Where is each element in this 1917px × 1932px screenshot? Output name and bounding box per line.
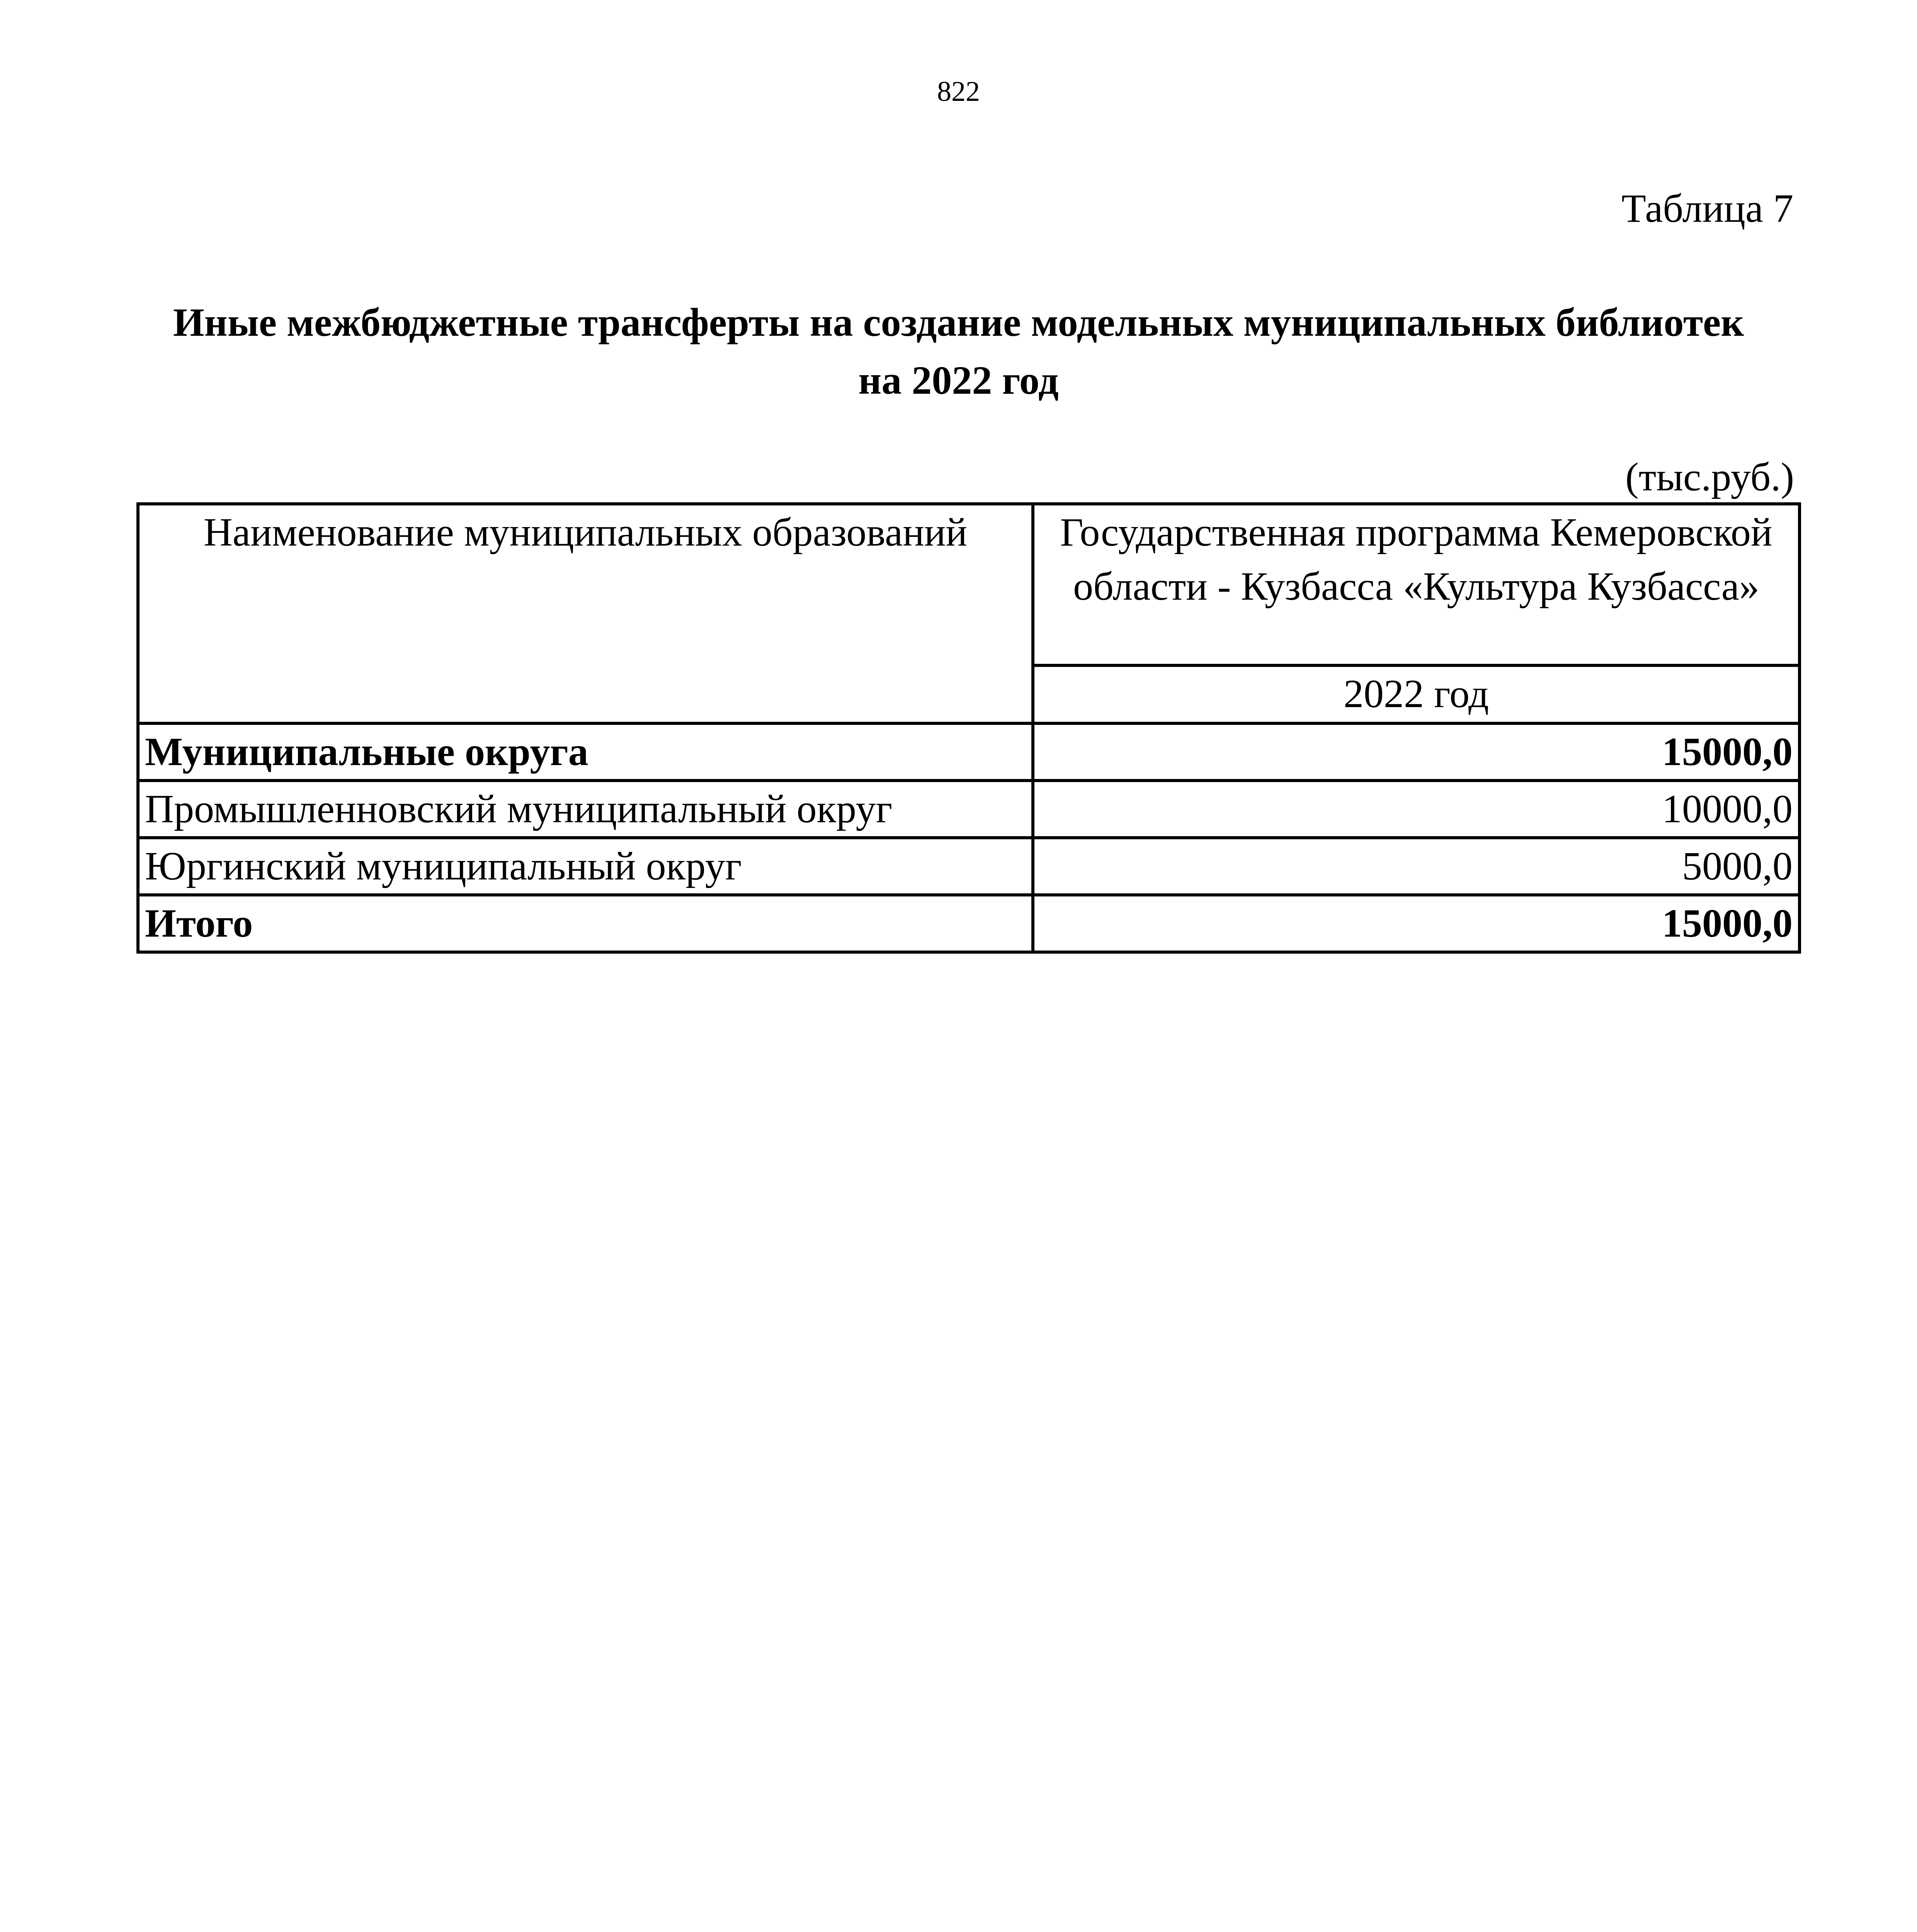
table-row — [138, 723, 1800, 781]
table-total-row — [138, 895, 1800, 952]
row-name: Муниципальные округа — [138, 723, 1033, 781]
transfers-table — [136, 502, 1801, 954]
page-number: 822 — [937, 76, 980, 107]
title-line-2: на 2022 год — [858, 358, 1059, 403]
title-line-1: Иные межбюджетные трансферты на создание модельных муниципальных библиотек — [173, 300, 1744, 345]
row-value: 5000,0 — [1033, 838, 1800, 895]
units-label: (тыс.руб.) — [1625, 455, 1794, 499]
document-title — [116, 294, 1801, 410]
header-state-program: Государственная программа Кемеровской области - Кузбасса «Культура Кузбасса» — [1033, 504, 1800, 665]
row-name: Юргинский муниципальный округ — [138, 838, 1033, 895]
table-row — [138, 838, 1800, 895]
header-year: 2022 год — [1033, 665, 1800, 723]
total-label: Итого — [138, 895, 1033, 952]
row-name: Промышленновский муниципальный округ — [138, 781, 1033, 838]
table-row — [138, 781, 1800, 838]
row-value: 10000,0 — [1033, 781, 1800, 838]
header-municipality-name: Наименование муниципальных образований — [138, 504, 1033, 723]
row-value: 15000,0 — [1033, 723, 1800, 781]
table-label: Таблица 7 — [1621, 186, 1793, 231]
total-value: 15000,0 — [1033, 895, 1800, 952]
table-header-row — [138, 504, 1800, 665]
